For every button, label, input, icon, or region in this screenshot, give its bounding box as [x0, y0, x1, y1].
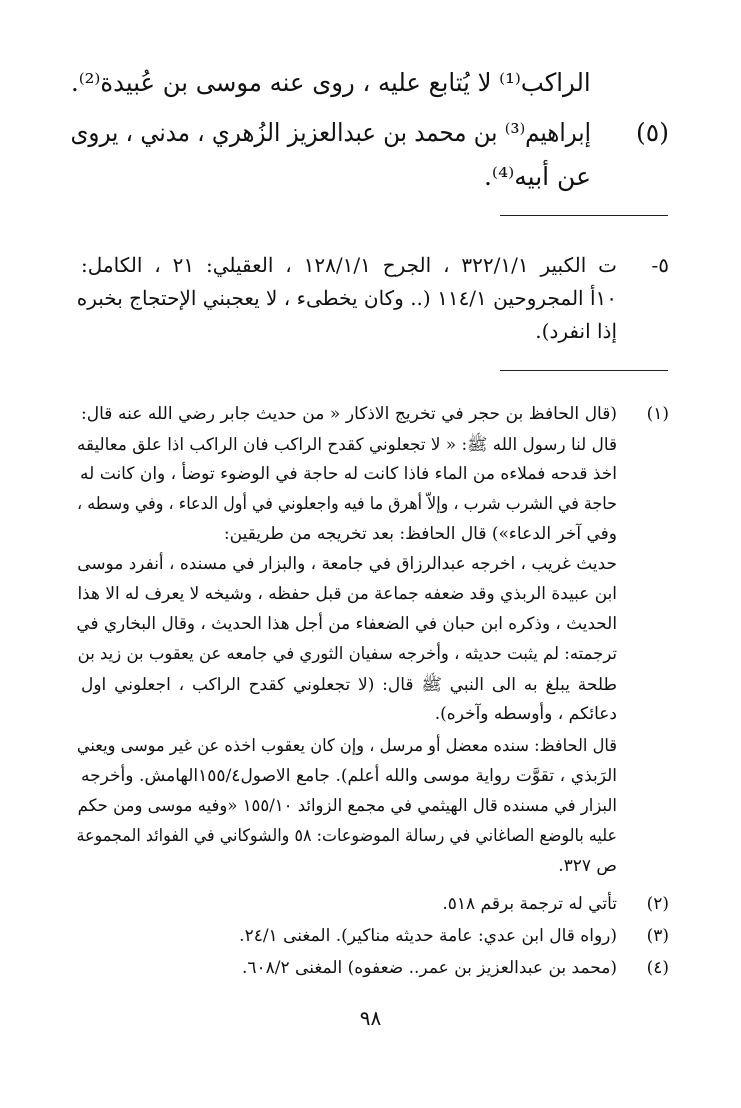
entry-text-line-1: إبراهيم⁽³⁾ بن محمد بن عبدالعزيز الزُهري ، مدني ، يروى	[70, 118, 591, 147]
footnote-number: (١)	[646, 404, 669, 424]
entry-text-line-2: عن أبيه⁽⁴⁾.	[483, 162, 591, 191]
page-number: ٩٨	[359, 1006, 382, 1030]
footnote-line: الرَبذي ، تقوَّت رواية موسى والله أعلم). جامع الاصول١٥٥/٤الهامش. وأخرجه	[81, 766, 618, 786]
separator-rule-1	[500, 215, 668, 216]
footnote-line: ص ٣٢٧.	[558, 856, 617, 876]
footnote-number: (٣)	[646, 926, 669, 946]
footnote-line: حديث غريب ، اخرجه عبدالرزاق في جامعة ، والبزار في مسنده ، أنفرد موسى	[77, 554, 618, 574]
entry-number: (٥)	[636, 118, 669, 147]
footnote-line: ترجمته: لم يثبت حديثه ، وأخرجه سفيان الثوري في جامعه عن يعقوب بن زيد بن	[77, 644, 617, 664]
footnote-line: وفي آخر الدعاء») قال الحافظ: بعد تخريجه من طريقين:	[223, 524, 617, 544]
footnote-number: (٤)	[646, 958, 669, 978]
footnote-line: (محمد بن عبدالعزيز بن عمر.. ضعفوه) المغنى ٦٠٨/٢.	[241, 958, 617, 978]
footnote-line: قال لنا رسول الله ﷺ: « لا تجعلوني كقدح الراكب فان الراكب اذا علق معاليقه	[76, 435, 617, 455]
separator-rule-2	[500, 370, 668, 371]
footnote-line: دعائكم ، وأوسطه وآخره).	[434, 704, 617, 724]
source-note-line: ت الكبير ٣٢٢/١/١ ، الجرح ١٢٨/١/١ ، العقيلي: ٢١ ، الكامل:	[81, 253, 617, 277]
footnote-number: (٢)	[646, 894, 669, 914]
source-note-line: ١٠أ المجروحين ١١٤/١ (.. وكان يخطىء ، لا يعجبني الإحتجاج بخبره	[76, 286, 617, 310]
footnote-line: قال الحافظ: سنده معضل أو مرسل ، وإن كان يعقوب اخذه عن غير موسى ويعني	[76, 736, 618, 756]
footnote-line: الحديث ، وذكره ابن حبان في الضعفاء من أجل هذا الحديث ، وقال البخاري في	[76, 614, 618, 634]
footnote-line: طلحة يبلغ به الى النبي ﷺ قال: (لا تجعلوني كقدح الراكب ، اجعلوني اول	[81, 675, 617, 695]
footnote-line: حاجة في الشرب شرب ، وإلاّ أهرق ما فيه واجعلوني في أول الدعاء ، وفي وسطه ،	[77, 494, 618, 514]
source-note-line: إذا انفرد).	[535, 319, 617, 343]
footnote-line: تأتي له ترجمة برقم ٥١٨.	[442, 894, 617, 914]
footnote-line: (قال الحافظ بن حجر في تخريج الاذكار « من حديث جابر رضي الله عنه قال:	[81, 404, 617, 424]
footnote-line: ابن عبيدة الربذي وقد ضعفه جماعة من قبل حفظه ، وشيخه لا يعرف له الا هذا	[77, 584, 617, 604]
footnote-line: البزار في مسنده قال الهيثمي في مجمع الزوائد ١٥٥/١٠ «وفيه موسى ومن حكم	[77, 796, 617, 816]
footnote-line: اخذ قدحه فملاءه من الماء فاذا كانت له حاجة في الوضوء توضأ ، وان كانت له	[80, 464, 617, 484]
footnote-line: عليه بالوضع الصاغاني في رسالة الموضوعات: ٥٨ والشوكاني في الفوائد المجموعة	[76, 826, 617, 846]
footnote-line: (رواه قال ابن عدي: عامة حديثه مناكير). المغنى ٢٤/١.	[239, 926, 617, 946]
main-text-line-1: الراكب⁽¹⁾ لا يُتابع عليه ، روى عنه موسى بن عُبيدة⁽²⁾.	[71, 68, 591, 97]
source-note-number: ٥-	[651, 253, 669, 277]
